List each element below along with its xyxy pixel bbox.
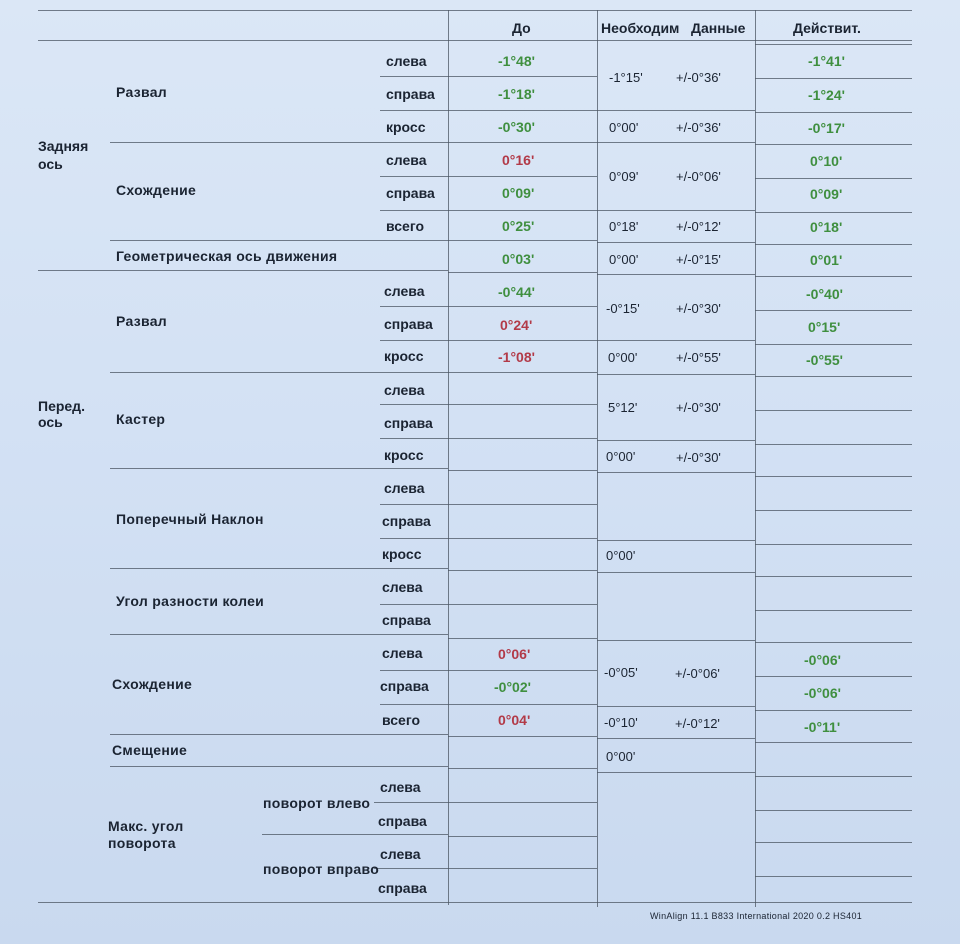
front-camber-required: -0°15' [606, 301, 640, 316]
sai-cross-required: 0°00' [606, 548, 636, 563]
side-label: слева [382, 645, 423, 661]
row-rule [755, 610, 912, 611]
row-rule [755, 178, 912, 179]
side-label: справа [378, 880, 427, 896]
rear-toe-left-actual: 0°10' [810, 153, 843, 169]
header-data: Данные [691, 20, 746, 36]
row-rule [597, 772, 755, 773]
row-rule [380, 76, 448, 77]
section-rear-axle-line1: Задняя [38, 138, 89, 154]
side-label: справа [380, 678, 429, 694]
rear-camber-cross-tolerance: +/-0°36' [676, 120, 721, 135]
rear-camber-left-before: -1°48' [498, 53, 535, 69]
rear-camber-left-actual: -1°41' [808, 53, 845, 69]
row-rule [448, 438, 597, 439]
caster-tolerance: +/-0°30' [676, 400, 721, 415]
row-rule [448, 76, 597, 77]
front-toe-total-required: -0°10' [604, 715, 638, 730]
row-rule [597, 572, 755, 573]
row-rule [110, 634, 448, 635]
row-rule [110, 568, 448, 569]
row-rule [448, 868, 597, 869]
param-sai: Поперечный Наклон [116, 511, 264, 527]
thrust-actual: 0°01' [810, 252, 843, 268]
side-label: кросс [384, 348, 424, 364]
side-label: справа [384, 316, 433, 332]
row-rule [448, 604, 597, 605]
rear-camber-right-before: -1°18' [498, 86, 535, 102]
row-rule [597, 440, 755, 441]
row-rule [374, 802, 448, 803]
row-rule [755, 244, 912, 245]
row-rule [755, 78, 912, 79]
section-rule [38, 270, 448, 271]
side-label: слева [380, 779, 421, 795]
row-rule [597, 374, 755, 375]
param-rear-toe: Схождение [116, 182, 197, 198]
param-thrust-angle: Геометрическая ось движения [116, 248, 338, 264]
rear-camber-right-actual: -1°24' [808, 87, 845, 103]
side-label: кросс [382, 546, 422, 562]
front-toe-total-before: 0°04' [498, 712, 531, 728]
front-camber-cross-required: 0°00' [608, 350, 638, 365]
row-rule [755, 112, 912, 113]
front-camber-tolerance: +/-0°30' [676, 301, 721, 316]
row-rule [380, 210, 448, 211]
rear-toe-tolerance: +/-0°06' [676, 169, 721, 184]
param-front-toe: Схождение [112, 676, 193, 692]
section-front-axle-line1: Перед. [38, 398, 85, 414]
row-rule [448, 210, 597, 211]
param-max-turn-line1: Макс. угол [108, 818, 184, 834]
row-rule [755, 576, 912, 577]
row-rule [597, 640, 755, 641]
front-camber-cross-before: -1°08' [498, 349, 535, 365]
row-rule [597, 210, 755, 211]
row-rule [448, 768, 597, 769]
rear-camber-cross-before: -0°30' [498, 119, 535, 135]
front-toe-left-actual: -0°06' [804, 652, 841, 668]
caster-required: 5°12' [608, 400, 638, 415]
row-rule [597, 340, 755, 341]
param-caster: Кастер [116, 411, 166, 427]
row-rule [755, 810, 912, 811]
param-rear-camber: Развал [116, 84, 167, 100]
param-setback: Смещение [112, 742, 188, 758]
rear-toe-required: 0°09' [609, 169, 639, 184]
row-rule [448, 704, 597, 705]
rear-toe-total-before: 0°25' [502, 218, 535, 234]
header-actual: Действит. [793, 20, 861, 36]
param-front-camber: Развал [116, 313, 167, 329]
row-rule [597, 110, 755, 111]
row-rule [380, 538, 448, 539]
side-label: всего [386, 218, 425, 234]
row-rule [755, 642, 912, 643]
row-rule [448, 340, 597, 341]
row-rule [380, 670, 448, 671]
row-rule [380, 504, 448, 505]
side-label: справа [378, 813, 427, 829]
header-required: Необходим [601, 20, 680, 36]
row-rule [110, 240, 448, 241]
section-front-axle-line2: ось [38, 414, 63, 430]
row-rule [755, 376, 912, 377]
row-rule [448, 570, 597, 571]
row-rule [597, 738, 755, 739]
thrust-tolerance: +/-0°15' [676, 252, 721, 267]
row-rule [448, 802, 597, 803]
front-toe-total-tolerance: +/-0°12' [675, 716, 720, 731]
front-toe-total-actual: -0°11' [804, 719, 841, 735]
row-rule [597, 706, 755, 707]
row-rule [448, 470, 597, 471]
row-rule [755, 676, 912, 677]
row-rule [448, 836, 597, 837]
side-label: слева [386, 53, 427, 69]
row-rule [448, 272, 597, 273]
setback-required: 0°00' [606, 749, 636, 764]
front-toe-tolerance: +/-0°06' [675, 666, 720, 681]
rear-toe-total-required: 0°18' [609, 219, 639, 234]
row-rule [755, 212, 912, 213]
side-label: справа [382, 513, 431, 529]
front-toe-left-before: 0°06' [498, 646, 531, 662]
row-rule [448, 670, 597, 671]
row-rule [597, 540, 755, 541]
side-label: справа [386, 185, 435, 201]
row-rule [380, 110, 448, 111]
front-camber-cross-actual: -0°55' [806, 352, 843, 368]
row-rule [755, 344, 912, 345]
row-rule [110, 372, 448, 373]
row-rule [380, 306, 448, 307]
row-rule [448, 736, 597, 737]
row-rule [755, 510, 912, 511]
software-footer: WinAlign 11.1 B833 International 2020 0.2 HS401 [650, 911, 863, 921]
row-rule [755, 742, 912, 743]
side-label: кросс [386, 119, 426, 135]
front-toe-required: -0°05' [604, 665, 638, 680]
row-rule [755, 842, 912, 843]
front-camber-left-before: -0°44' [498, 284, 535, 300]
row-rule [448, 110, 597, 111]
row-rule [755, 144, 912, 145]
side-label: слева [384, 480, 425, 496]
front-camber-cross-tolerance: +/-0°55' [676, 350, 721, 365]
row-rule [110, 766, 448, 767]
row-rule [448, 504, 597, 505]
row-rule [448, 176, 597, 177]
top-rule [38, 10, 912, 11]
rear-toe-right-before: 0°09' [502, 185, 535, 201]
row-rule [755, 276, 912, 277]
rear-toe-total-actual: 0°18' [810, 219, 843, 235]
row-rule [380, 404, 448, 405]
rear-toe-right-actual: 0°09' [810, 186, 843, 202]
rear-camber-tolerance: +/-0°36' [676, 70, 721, 85]
row-rule [380, 340, 448, 341]
side-label: справа [386, 86, 435, 102]
front-toe-right-actual: -0°06' [804, 685, 841, 701]
thrust-required: 0°00' [609, 252, 639, 267]
side-label: слева [384, 283, 425, 299]
row-rule [755, 710, 912, 711]
row-rule [380, 176, 448, 177]
row-rule [448, 306, 597, 307]
param-max-turn-line2: поворота [108, 835, 176, 851]
rear-camber-cross-required: 0°00' [609, 120, 639, 135]
row-rule [448, 404, 597, 405]
side-label: слева [386, 152, 427, 168]
row-rule [110, 142, 448, 143]
row-rule [374, 868, 448, 869]
bottom-rule [38, 902, 912, 903]
thrust-before: 0°03' [502, 251, 535, 267]
front-camber-left-actual: -0°40' [806, 286, 843, 302]
row-rule [110, 468, 448, 469]
param-toe-out-on-turns: Угол разности колеи [116, 593, 265, 609]
side-label: справа [382, 612, 431, 628]
param-turn-left: поворот влево [263, 795, 371, 811]
side-label: справа [384, 415, 433, 431]
side-label: слева [382, 579, 423, 595]
row-rule [755, 44, 912, 45]
front-camber-right-before: 0°24' [500, 317, 533, 333]
row-rule [597, 242, 755, 243]
row-rule [448, 538, 597, 539]
row-rule [597, 142, 755, 143]
row-rule [755, 310, 912, 311]
row-rule [380, 704, 448, 705]
row-rule [597, 274, 755, 275]
header-before: До [512, 20, 531, 36]
rear-toe-total-tolerance: +/-0°12' [676, 219, 721, 234]
row-rule [380, 438, 448, 439]
row-rule [448, 142, 597, 143]
side-label: слева [384, 382, 425, 398]
rear-camber-required: -1°15' [609, 70, 643, 85]
rear-camber-cross-actual: -0°17' [808, 120, 845, 136]
section-rear-axle-line2: ось [38, 156, 63, 172]
header-rule [38, 40, 912, 41]
col-divider-before [448, 10, 449, 905]
row-rule [448, 372, 597, 373]
row-rule [262, 834, 448, 835]
front-camber-right-actual: 0°15' [808, 319, 841, 335]
param-turn-right: поворот вправо [263, 861, 379, 877]
row-rule [110, 734, 448, 735]
caster-cross-tolerance: +/-0°30' [676, 450, 721, 465]
row-rule [755, 476, 912, 477]
front-toe-right-before: -0°02' [494, 679, 531, 695]
caster-cross-required: 0°00' [606, 449, 636, 464]
row-rule [755, 544, 912, 545]
row-rule [448, 638, 597, 639]
row-rule [755, 876, 912, 877]
row-rule [755, 776, 912, 777]
rear-toe-left-before: 0°16' [502, 152, 535, 168]
row-rule [755, 410, 912, 411]
side-label: слева [380, 846, 421, 862]
row-rule [597, 472, 755, 473]
row-rule [448, 240, 597, 241]
side-label: всего [382, 712, 421, 728]
row-rule [380, 604, 448, 605]
row-rule [755, 444, 912, 445]
side-label: кросс [384, 447, 424, 463]
